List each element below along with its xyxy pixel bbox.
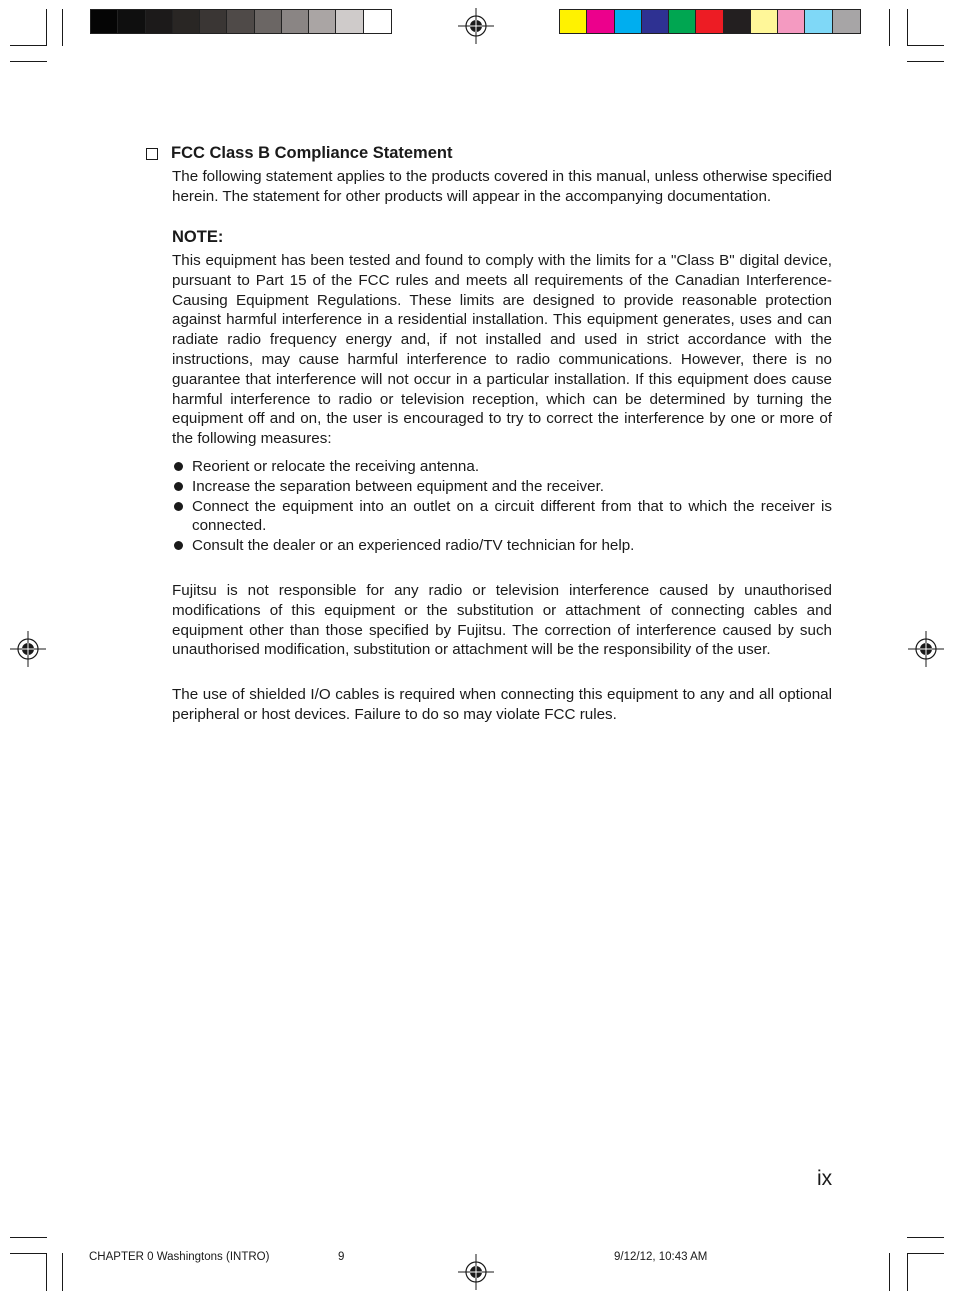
note-heading: NOTE: [172,228,224,246]
note-paragraph: This equipment has been tested and found to comply with the limits for a "Class B" digital device, pursuant to Part 15 of the FCC rules and meets all requirements of the Canadian Interference-Causing Equipment Regulations. These limits are designed to provide reasonable protection against harmful interference in a residential installation. This equipment generates, uses and can radiate radio frequency energy and, if not installed and used in strict accordance with the instructions, may cause harmful interference to radio communications. However, there is no guarantee that interference will not occur in a particular installation. If this equipment does cause harmful interference to radio or television reception, which can be determined by turning the equipment off and on, the user is encouraged to try to correct the interference by one or more of the following measures: [172,252,832,448]
color-swatch [282,10,309,33]
color-swatch [778,10,805,33]
checkbox-bullet-icon [146,148,158,160]
color-swatch [669,10,696,33]
page-number: ix [817,1167,833,1190]
color-swatch [724,10,751,33]
bullet-icon [174,541,183,550]
color-swatch [118,10,145,33]
color-swatch [336,10,363,33]
color-swatch [642,10,669,33]
list-item: Consult the dealer or an experienced radio/TV technician for help. [172,536,832,556]
color-swatch [227,10,254,33]
registration-mark-icon [458,1254,494,1290]
list-item: Reorient or relocate the receiving antenna. [172,457,832,477]
color-swatch [91,10,118,33]
intro-paragraph: The following statement applies to the products covered in this manual, unless otherwise specified herein. The statement for other products will appear in the accompanying documentation. [172,168,832,205]
registration-mark-icon [10,631,46,667]
cables-paragraph: The use of shielded I/O cables is required when connecting this equipment to any and all optional peripheral or host devices. Failure to do so may violate FCC rules. [172,686,832,723]
section-title: FCC Class B Compliance Statement [171,144,453,162]
disclaimer-paragraph: Fujitsu is not responsible for any radio or television interference caused by unauthorised modifications of this equipment or the substitution or attachment of connecting cables and equipment other than those specified by Fujitsu. The correction of interference caused by such unauthorised modification, substitution or attachment will be the responsibility of the user. [172,582,832,659]
process-color-bar [559,9,861,34]
color-swatch [309,10,336,33]
color-swatch [255,10,282,33]
color-swatch [805,10,832,33]
bullet-icon [174,482,183,491]
color-swatch [173,10,200,33]
footer-timestamp: 9/12/12, 10:43 AM [614,1251,708,1263]
footer-page: 9 [338,1251,345,1263]
color-swatch [146,10,173,33]
cables-block [172,685,832,725]
footer-filename: CHAPTER 0 Washingtons (INTRO) [89,1251,270,1263]
color-swatch [696,10,723,33]
section-heading [146,144,452,163]
color-swatch [587,10,614,33]
color-swatch [833,10,860,33]
grayscale-color-bar [90,9,392,34]
list-item: Connect the equipment into an outlet on a circuit different from that to which the receiver is connected. [172,497,832,537]
bullet-icon [174,462,183,471]
color-swatch [615,10,642,33]
list-item: Increase the separation between equipment and the receiver. [172,477,832,497]
color-swatch [560,10,587,33]
measures-list [172,457,832,556]
disclaimer-block [172,581,832,660]
section-intro [172,167,832,207]
color-swatch [200,10,227,33]
registration-mark-icon [908,631,944,667]
color-swatch [751,10,778,33]
registration-mark-icon [458,8,494,44]
note-block [172,251,832,556]
bullet-icon [174,502,183,511]
color-swatch [364,10,391,33]
